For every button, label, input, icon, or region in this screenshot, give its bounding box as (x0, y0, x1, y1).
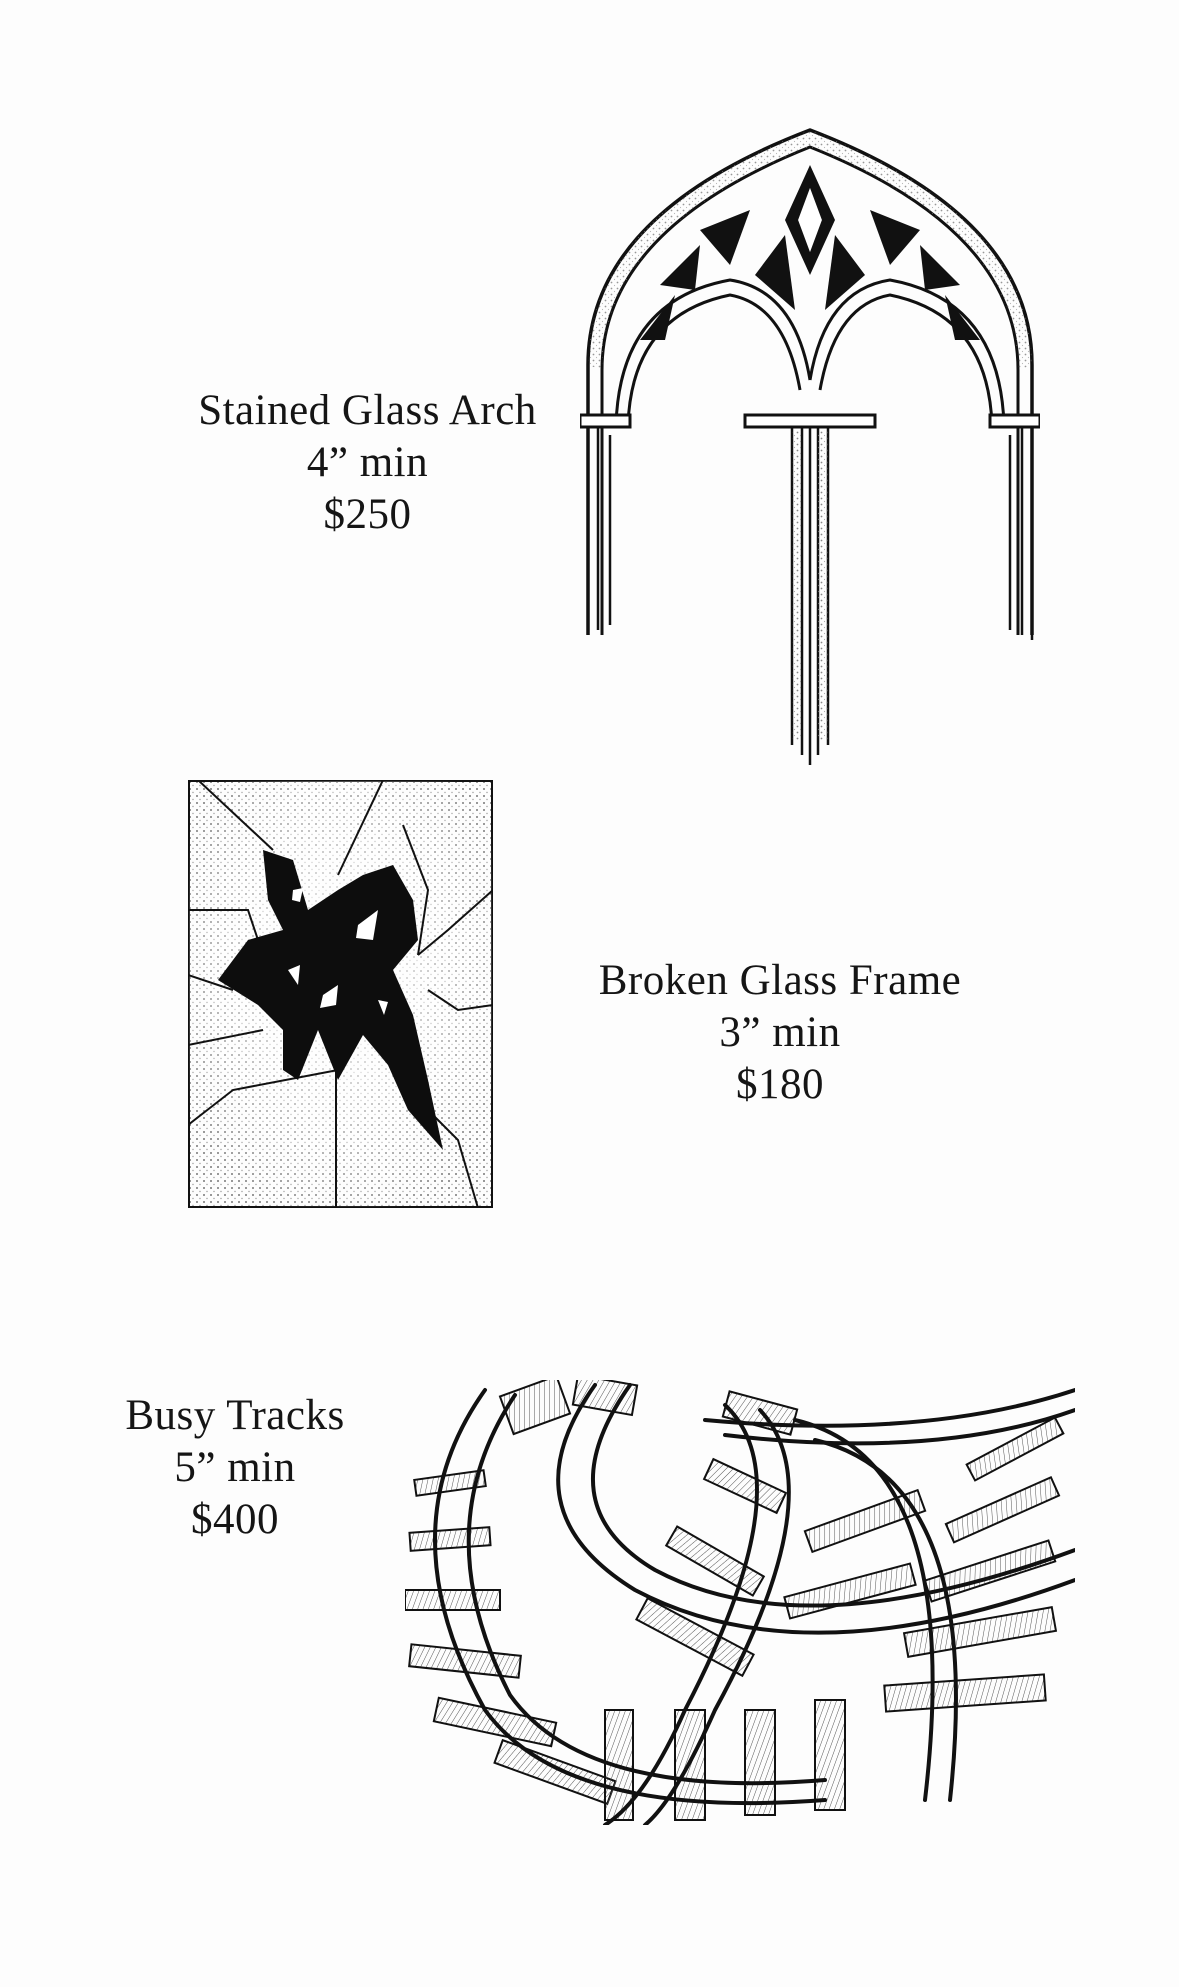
item-title: Stained Glass Arch (198, 387, 537, 434)
item-price: $250 (323, 491, 412, 538)
caption-stained-glass-arch (170, 385, 565, 541)
gothic-arch-illustration (580, 125, 1040, 765)
item-price: $180 (736, 1061, 824, 1108)
item-title: Broken Glass Frame (598, 957, 962, 1004)
item-title: Busy Tracks (125, 1392, 345, 1439)
shattered-glass-illustration (188, 780, 493, 1208)
railway-tracks-illustration (405, 1380, 1075, 1825)
item-price: $400 (191, 1496, 279, 1543)
caption-busy-tracks (105, 1390, 365, 1546)
item-size: 3” min (719, 1009, 841, 1056)
caption-broken-glass-frame (575, 955, 985, 1111)
item-size: 4” min (306, 439, 429, 486)
item-size: 5” min (174, 1444, 296, 1491)
